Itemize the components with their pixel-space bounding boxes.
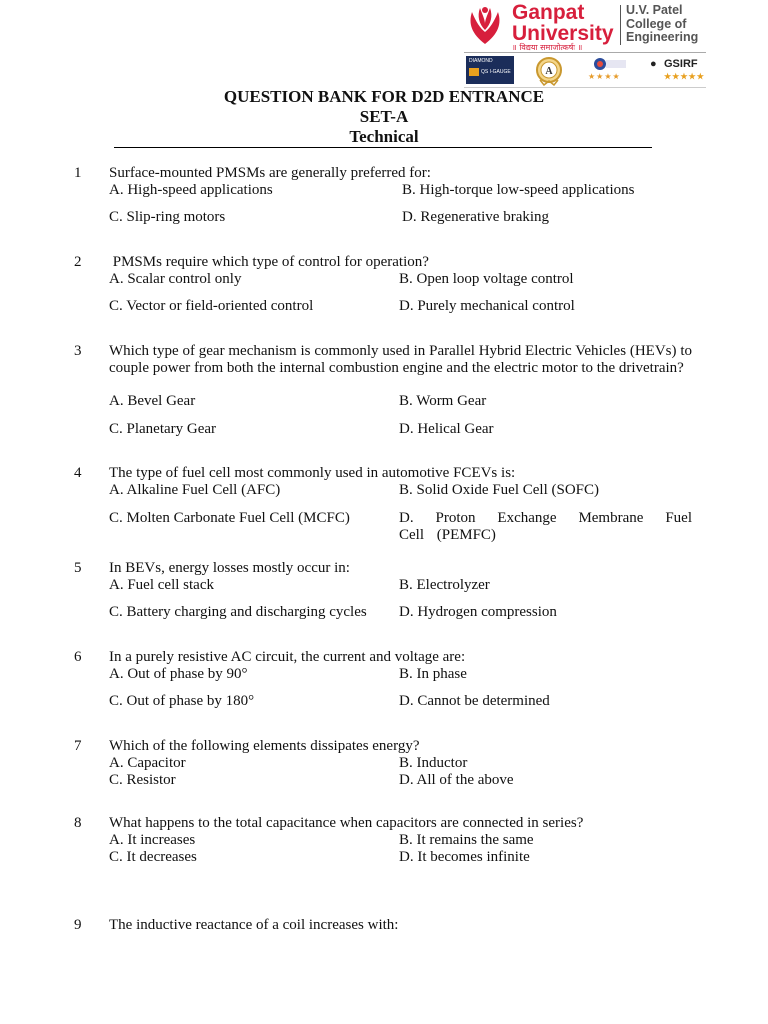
option-b: B. Open loop voltage control	[399, 271, 574, 287]
option-a: A. High-speed applications	[109, 182, 273, 198]
option-c: C. Out of phase by 180°	[109, 693, 255, 709]
option-b: B. Worm Gear	[399, 393, 487, 409]
section-label: Technical	[349, 127, 419, 146]
option-c: C. Vector or field-oriented control	[109, 298, 314, 314]
rating-emblem-icon	[586, 56, 632, 72]
set-label: SET-A	[359, 107, 409, 126]
badge1-sub: QS I-GAUGE	[481, 69, 511, 75]
question-text: In a purely resistive AC circuit, the current and voltage are:	[109, 649, 466, 665]
question-text: The inductive reactance of a coil increases with:	[109, 917, 399, 933]
university-tagline: ॥ विद्यया समाजोत्कर्षः ॥	[512, 43, 583, 52]
stars-icon: ★★★★	[588, 72, 621, 81]
university-name	[512, 2, 614, 44]
option-c: C. Molten Carbonate Fuel Cell (MCFC)	[109, 510, 350, 526]
naac-a-seal-icon	[532, 56, 566, 86]
doc-title: QUESTION BANK FOR D2D ENTRANCE	[223, 87, 545, 106]
question-text: In BEVs, energy losses mostly occur in:	[109, 560, 350, 576]
college-line1: U.V. Patel	[626, 3, 683, 17]
option-a: A. Alkaline Fuel Cell (AFC)	[109, 482, 281, 498]
question-text: What happens to the total capacitance when capacitors are connected in series?	[109, 815, 584, 831]
gsirf-stars-icon: ★★★★★	[664, 72, 705, 81]
university-line2: University	[512, 22, 614, 45]
option-d: D. Helical Gear	[399, 421, 494, 437]
title-underline	[114, 147, 652, 148]
gsirf-emblem-icon: ●	[650, 58, 657, 70]
option-d: D. Regenerative braking	[402, 209, 550, 225]
question-number: 3	[74, 343, 82, 359]
question-number: 1	[74, 165, 82, 181]
option-c: C. Battery charging and discharging cycles	[109, 604, 367, 620]
option-d: D. Purely mechanical control	[399, 298, 575, 314]
question-text: PMSMs require which type of control for operation?	[109, 254, 429, 270]
college-line3: Engineering	[626, 30, 699, 44]
college-name	[626, 4, 698, 45]
logo-divider	[620, 5, 621, 45]
question-number: 2	[74, 254, 82, 270]
option-a: A. Bevel Gear	[109, 393, 196, 409]
option-a: A. Fuel cell stack	[109, 577, 214, 593]
star-rating-badge	[586, 56, 632, 86]
option-a: A. Scalar control only	[109, 271, 242, 287]
option-b: B. Electrolyzer	[399, 577, 490, 593]
option-b: B. It remains the same	[399, 832, 534, 848]
option-d: D. Cannot be determined	[399, 693, 550, 709]
option-b: B. Solid Oxide Fuel Cell (SOFC)	[399, 482, 600, 498]
question-number: 8	[74, 815, 82, 831]
question-text: Which type of gear mechanism is commonly used in Parallel Hybrid Electric Vehicles (HEVs) to couple power from both the internal combustion engine and the electric motor to the drivetrain?	[109, 343, 692, 376]
option-d: D. Proton Exchange Membrane Fuel Cell (PEMFC)	[399, 510, 692, 543]
option-b: B. Inductor	[399, 755, 468, 771]
question-number: 6	[74, 649, 82, 665]
option-a: A. Out of phase by 90°	[109, 666, 248, 682]
option-c: C. Slip-ring motors	[109, 209, 226, 225]
header-logos	[464, 2, 706, 86]
option-d: D. It becomes infinite	[399, 849, 530, 865]
option-d: D. Hydrogen compression	[399, 604, 557, 620]
option-c: C. It decreases	[109, 849, 197, 865]
badge2-label: A	[545, 66, 553, 77]
question-number: 5	[74, 560, 82, 576]
option-c: C. Resistor	[109, 772, 176, 788]
question-text: Surface-mounted PMSMs are generally preferred for:	[109, 165, 431, 181]
option-a: A. It increases	[109, 832, 196, 848]
university-line1: Ganpat	[512, 1, 585, 24]
option-b: B. In phase	[399, 666, 467, 682]
badge1-label: DIAMOND	[469, 58, 493, 64]
option-b: B. High-torque low-speed applications	[402, 182, 635, 198]
question-number: 7	[74, 738, 82, 754]
option-c: C. Planetary Gear	[109, 421, 217, 437]
question-text: The type of fuel cell most commonly used in automotive FCEVs is:	[109, 465, 516, 481]
option-a: A. Capacitor	[109, 755, 186, 771]
question-number: 9	[74, 917, 82, 933]
qs-igauge-badge	[466, 56, 514, 84]
accreditation-badges	[464, 52, 706, 88]
gsirf-label: GSIRF	[664, 58, 698, 70]
option-d: D. All of the above	[399, 772, 514, 788]
question-number: 4	[74, 465, 82, 481]
college-line2: College of	[626, 16, 687, 31]
gsirf-badge	[650, 56, 706, 86]
question-text: Which of the following elements dissipates energy?	[109, 738, 420, 754]
ganpat-university-logo-icon	[464, 4, 506, 46]
